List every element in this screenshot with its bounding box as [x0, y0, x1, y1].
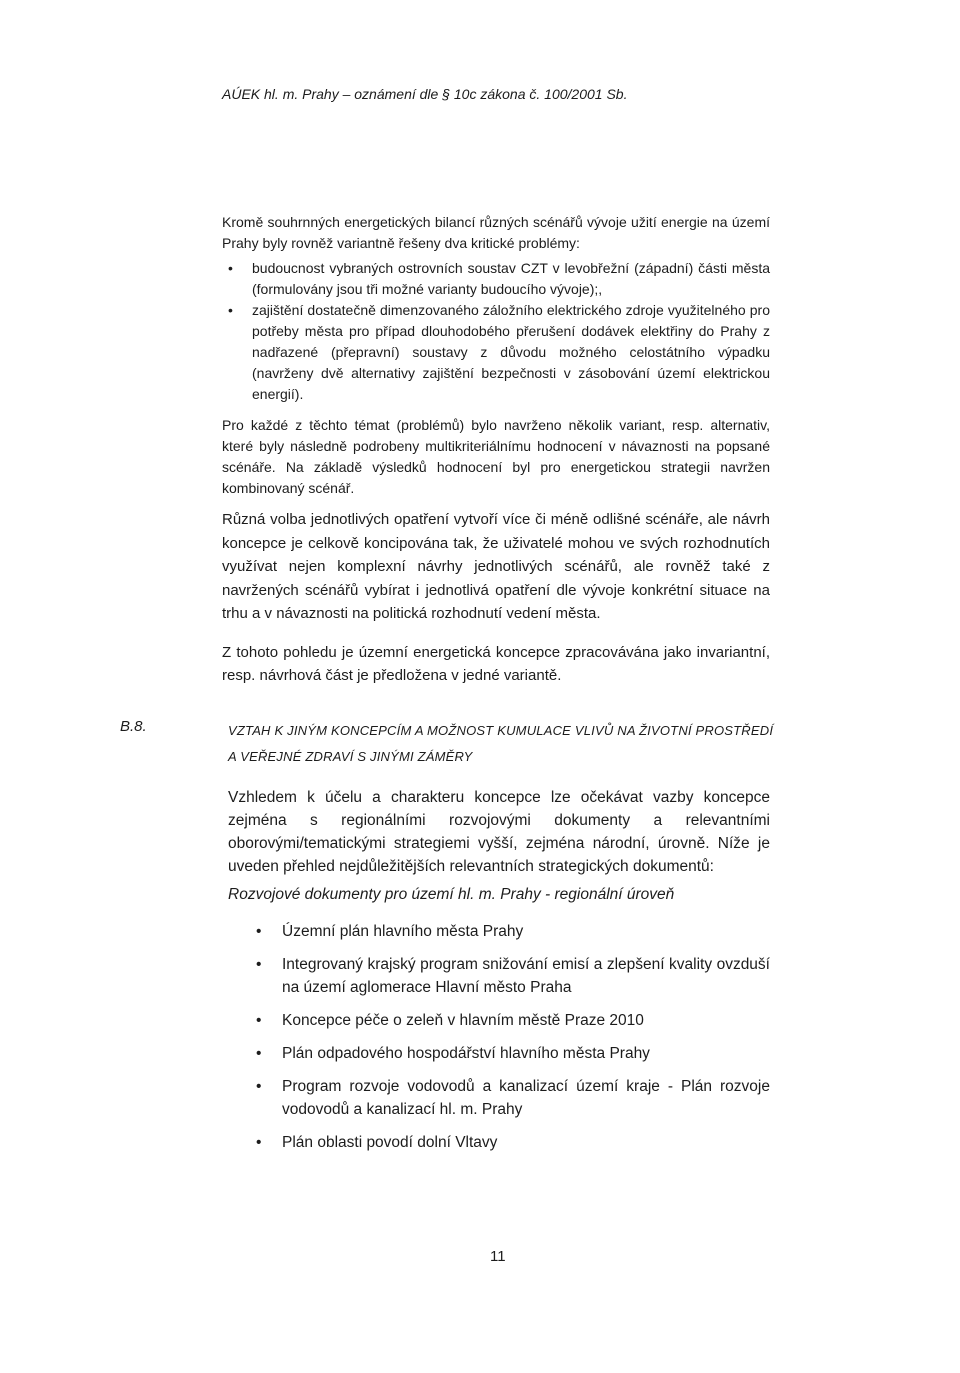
bullet-icon: • — [256, 1134, 262, 1151]
bullet-icon: • — [256, 1078, 262, 1095]
intro-section — [222, 212, 770, 499]
subheading: Rozvojové dokumenty pro území hl. m. Prahy - regionální úroveň — [228, 886, 675, 903]
documents-list — [228, 920, 770, 1164]
section-body: Vzhledem k účelu a charakteru koncepce lze očekávat vazby koncepce zejména s regionálními rozvojovými dokumenty a relevantními oborovými/tematickými strategiemi vyšší, zejména národní, úrovně. Níže je uveden přehled nejdůležitějších relevantních strategických dokumentů: — [228, 789, 770, 875]
section-title-line: A VEŘEJNÉ ZDRAVÍ S JINÝMI ZÁMĚRY — [228, 749, 473, 764]
section-number: B.8. — [120, 718, 147, 735]
list-item — [228, 1075, 770, 1121]
bullet-icon: • — [256, 1012, 262, 1029]
list-item — [228, 953, 770, 999]
intro-paragraph: Kromě souhrnných energetických bilancí různých scénářů vývoje užití energie na území Prahy byly rovněž variantně řešeny dva kritické problémy: — [222, 214, 770, 251]
list-item-text: Integrovaný krajský program snižování emisí a zlepšení kvality ovzduší na území aglomerace Hlavní město Praha — [282, 956, 770, 996]
page-number: 11 — [490, 1248, 506, 1265]
list-item-text: Program rozvoje vodovodů a kanalizací území kraje - Plán rozvoje vodovodů a kanalizací hl. m. Prahy — [282, 1078, 770, 1118]
section-title — [228, 718, 788, 770]
list-item — [228, 1009, 770, 1032]
list-item-text: Plán oblasti povodí dolní Vltavy — [282, 1134, 498, 1151]
list-item — [228, 1042, 770, 1065]
list-item-text: zajištění dostatečně dimenzovaného záložního elektrického zdroje využitelného pro potřeby města pro případ dlouhodobého přerušení dodávek elektřiny do Prahy z nadřazené (přepravní) soustavy z důvodu možného celostátního výpadku (navrženy dvě alternativy zajištění bezpečnosti v zásobování území elektrickou energií). — [252, 302, 770, 402]
list-item — [222, 258, 770, 300]
paragraph: Různá volba jednotlivých opatření vytvoří více či méně odlišné scénáře, ale návrh koncepce je celkově koncipována tak, že uživatelé mohou ve svých rozhodnutích využívat nejen komplexní návrhy jednotlivých scénářů, ale rovněž také z navržených scénářů vybírat i jednotlivá opatření dle vývoje konkrétní situace na trhu a v návaznosti na politická rozhodnutí vedení města. — [222, 511, 770, 622]
page-header: AÚEK hl. m. Prahy – oznámení dle § 10c zákona č. 100/2001 Sb. — [222, 86, 628, 102]
list-item-text: Koncepce péče o zeleň v hlavním městě Praze 2010 — [282, 1012, 644, 1029]
list-item — [228, 1131, 770, 1154]
list-item-text: Územní plán hlavního města Prahy — [282, 923, 524, 940]
paragraph: Z tohoto pohledu je územní energetická koncepce zpracovávána jako invariantní, resp. návrhová část je předložena v jedné variantě. — [222, 643, 770, 684]
section-title-line: VZTAH K JINÝM KONCEPCÍM A MOŽNOST KUMULACE VLIVŮ NA ŽIVOTNÍ PROSTŘEDÍ — [228, 723, 774, 738]
scenario-section — [222, 508, 770, 688]
list-item — [222, 300, 770, 405]
bullet-icon: • — [256, 1045, 262, 1062]
bullet-icon: • — [256, 956, 262, 973]
problems-list — [222, 258, 770, 405]
bullet-icon: • — [228, 302, 233, 318]
list-item-text: Plán odpadového hospodářství hlavního města Prahy — [282, 1045, 650, 1062]
paragraph: Pro každé z těchto témat (problémů) bylo navrženo několik variant, resp. alternativ, které byly následně podrobeny multikriteriálnímu hodnocení v návaznosti na popsané scénáře. Na základě výsledků hodnocení byl pro energetickou strategii navržen kombinovaný scénář. — [222, 417, 770, 496]
bullet-icon: • — [256, 923, 262, 940]
list-item — [228, 920, 770, 943]
list-item-text: budoucnost vybraných ostrovních soustav CZT v levobřežní (západní) části města (formulovány jsou tři možné varianty budoucího vývoje);, — [252, 260, 770, 297]
bullet-icon: • — [228, 260, 233, 276]
